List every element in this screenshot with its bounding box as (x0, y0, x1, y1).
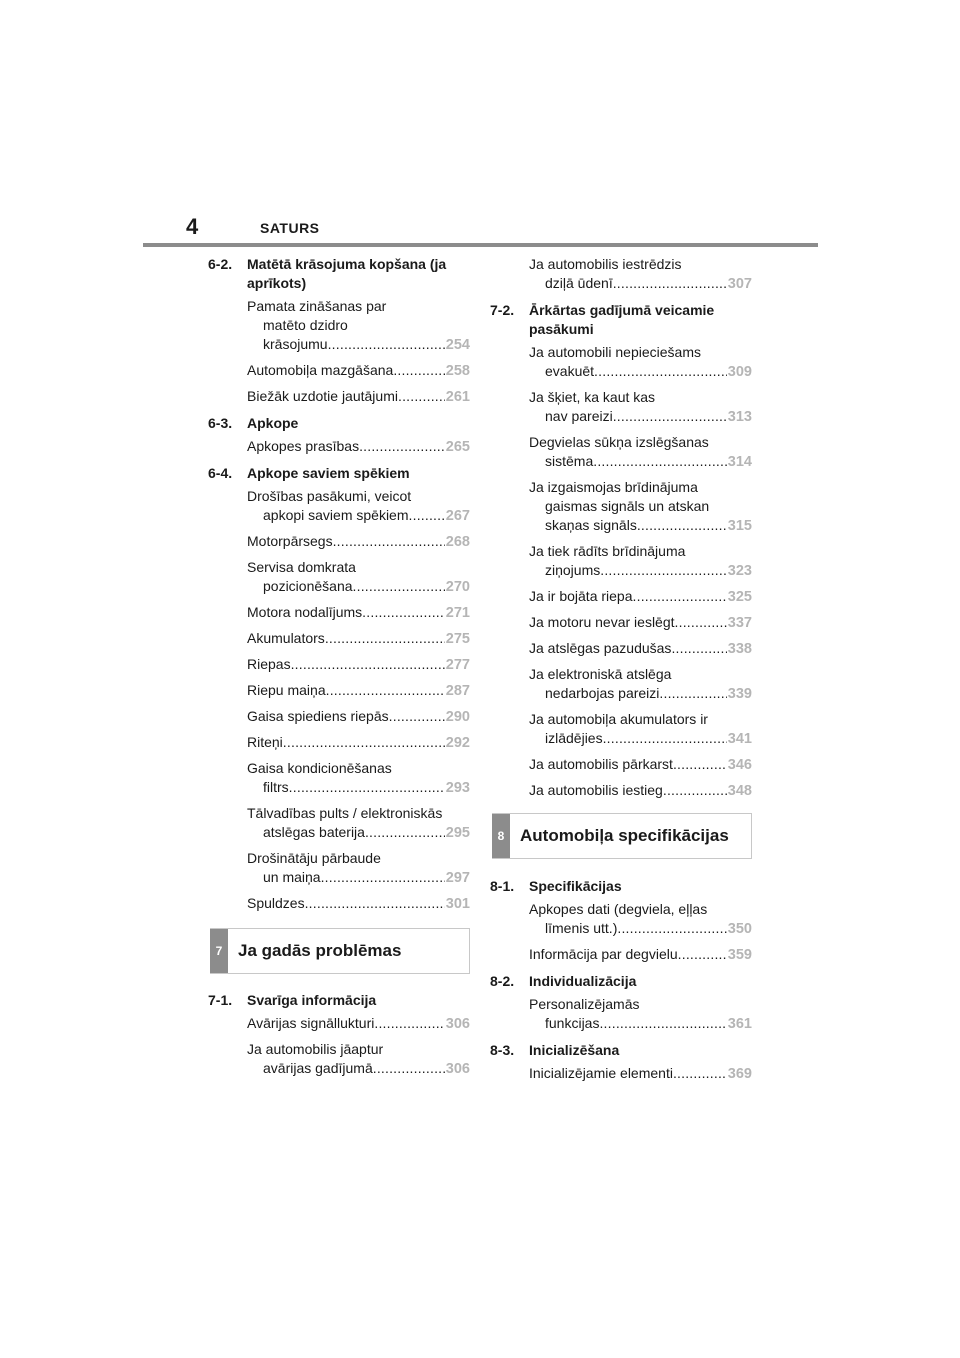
entry-text: Ja motoru nevar ieslēgt (529, 614, 675, 630)
toc-entry[interactable] (529, 639, 752, 659)
section-title[interactable]: Svarīga informācija (247, 992, 377, 1008)
entry-text: Ja tiek rādīts brīdinājuma (529, 543, 686, 559)
page-link[interactable]: 271 (445, 605, 470, 621)
page-link[interactable]: 309 (727, 364, 752, 380)
toc-entry[interactable] (529, 781, 752, 801)
leader-dots (289, 778, 445, 797)
entry-text: Ja automobiļa akumulators ir (529, 711, 708, 727)
toc-left-column (208, 255, 470, 1079)
leader-dots (333, 532, 445, 551)
entry-text: matēto dzidro (263, 317, 348, 333)
page-link[interactable]: 350 (727, 921, 752, 937)
entry-text: Ja automobilis iestieg (529, 782, 663, 798)
entry-text: izlādējies (545, 730, 603, 746)
leader-dots (593, 452, 727, 471)
header-rule (143, 243, 818, 247)
entry-text: Ja elektroniskā atslēga (529, 666, 672, 682)
section-number: 7-2. (490, 302, 515, 318)
leader-dots (409, 506, 445, 525)
page-link[interactable]: 268 (445, 534, 470, 550)
leader-dots (673, 1064, 727, 1083)
toc-entry[interactable] (529, 995, 752, 1034)
entry-text: Ja atslēgas pazudušas (529, 640, 672, 656)
running-title: SATURS (260, 220, 320, 236)
toc-entry[interactable] (247, 532, 470, 552)
leader-dots (283, 733, 445, 752)
page-link[interactable]: 323 (727, 563, 752, 579)
leader-dots (671, 639, 726, 658)
section-title[interactable]: Ārkārtas gadījumā veicamie pasākumi (529, 302, 715, 337)
leader-dots (393, 361, 444, 380)
section-number: 7-1. (208, 992, 233, 1008)
page-link[interactable]: 314 (727, 454, 752, 470)
entry-text: gaismas signāls un atskan (545, 498, 710, 514)
toc-entry[interactable] (247, 655, 470, 675)
toc-entry[interactable] (529, 1064, 752, 1084)
entry-text: Akumulators (247, 630, 325, 646)
toc-entry[interactable] (247, 681, 470, 701)
leader-dots (613, 407, 727, 426)
leader-dots (594, 362, 727, 381)
leader-dots (362, 603, 445, 622)
leader-dots (675, 613, 727, 632)
page-link[interactable]: 301 (445, 896, 470, 912)
page-link[interactable]: 277 (445, 657, 470, 673)
toc-entry[interactable] (529, 755, 752, 775)
page-link[interactable]: 341 (727, 731, 752, 747)
page-link[interactable]: 325 (727, 589, 752, 605)
entry-text: Automobiļa mazgāšana (247, 362, 394, 378)
leader-dots (373, 1059, 445, 1078)
entry-text: Ja automobilis pārkarst (529, 756, 673, 772)
section-number: 8-2. (490, 973, 515, 989)
entry-text: Informācija par degvielu (529, 946, 678, 962)
page-link[interactable]: 254 (445, 337, 470, 353)
chapter-title: Automobiļa specifikācijas (520, 826, 729, 845)
entry-text: Ja automobilis iestrēdzis (529, 256, 682, 272)
page-link[interactable]: 265 (445, 439, 470, 455)
page-link[interactable]: 290 (445, 709, 470, 725)
toc-entry[interactable] (529, 478, 752, 536)
toc-entry[interactable] (247, 558, 470, 597)
section-number: 8-1. (490, 878, 515, 894)
section-title[interactable]: Apkope (247, 415, 299, 431)
page-link[interactable]: 295 (445, 825, 470, 841)
section-6-2 (208, 255, 470, 293)
leader-dots (398, 387, 445, 406)
toc-entry[interactable] (247, 733, 470, 753)
page-link[interactable]: 258 (445, 363, 470, 379)
entry-text: pozicionēšana (263, 578, 353, 594)
toc-entry[interactable] (529, 945, 752, 965)
entry-text: Tālvadības pults / elektroniskās (247, 805, 443, 821)
page-number: 4 (186, 214, 199, 239)
toc-entry[interactable] (529, 255, 752, 294)
page-link[interactable]: 287 (445, 683, 470, 699)
page-link[interactable]: 307 (727, 276, 752, 292)
section-number: 8-3. (490, 1042, 515, 1058)
entry-text: un maiņa (263, 869, 321, 885)
toc-entry[interactable] (529, 343, 752, 382)
page-link[interactable]: 348 (727, 783, 752, 799)
toc-entry[interactable] (247, 387, 470, 407)
toc-entry[interactable] (247, 603, 470, 623)
toc-entry[interactable] (247, 629, 470, 649)
leader-dots (613, 274, 727, 293)
page-link[interactable]: 313 (727, 409, 752, 425)
page-link[interactable]: 306 (445, 1061, 470, 1077)
entry-text: Ja šķiet, ka kaut kas (529, 389, 656, 405)
section-number: 6-4. (208, 465, 233, 481)
page-link[interactable]: 275 (445, 631, 470, 647)
toc-entry[interactable] (247, 707, 470, 727)
section-8-1 (490, 877, 752, 896)
leader-dots (599, 1014, 726, 1033)
leader-dots (617, 919, 726, 938)
page-link[interactable]: 315 (727, 518, 752, 534)
toc-entry[interactable] (529, 587, 752, 607)
toc-entry[interactable] (247, 804, 470, 843)
entry-text: Servisa domkrata (247, 559, 356, 575)
entry-text: Spuldzes (247, 895, 305, 911)
entry-text: ziņojums (545, 562, 601, 578)
page-link[interactable]: 261 (445, 389, 470, 405)
leader-dots (305, 894, 445, 913)
entry-text: evakuēt (545, 363, 595, 379)
section-title[interactable]: Specifikācijas (529, 878, 622, 894)
page-link[interactable]: 292 (445, 735, 470, 751)
entry-text: Ja izgaismojas brīdinājuma (529, 479, 698, 495)
toc-entry[interactable] (247, 1040, 470, 1079)
toc-entry[interactable] (529, 542, 752, 581)
section-number: 6-3. (208, 415, 233, 431)
entry-text: Biežāk uzdotie jautājumi (247, 388, 398, 404)
leader-dots (389, 707, 445, 726)
toc-entry[interactable] (247, 849, 470, 888)
entry-text: Degvielas sūkņa izslēgšanas (529, 434, 709, 450)
entry-text: līmenis utt.) (545, 920, 618, 936)
leader-dots (326, 681, 445, 700)
toc-entry[interactable] (529, 665, 752, 704)
section-title[interactable]: Apkope saviem spēkiem (247, 465, 410, 481)
entry-text: nedarbojas pareizi (545, 685, 660, 701)
entry-text: sistēma (545, 453, 594, 469)
page-link[interactable]: 346 (727, 757, 752, 773)
toc-entry[interactable] (247, 437, 470, 457)
toc-entry[interactable] (247, 1014, 470, 1034)
leader-dots (353, 577, 445, 596)
toc-entry[interactable] (529, 710, 752, 749)
leader-dots (359, 437, 445, 456)
chapter-8-header[interactable] (492, 813, 752, 859)
entry-text: Motora nodalījums (247, 604, 363, 620)
leader-dots (325, 629, 445, 648)
entry-text: Ja automobili nepieciešams (529, 344, 701, 360)
entry-text: Inicializējamie elementi (529, 1065, 673, 1081)
page-link[interactable]: 293 (445, 780, 470, 796)
entry-text: Ja ir bojāta riepa (529, 588, 633, 604)
leader-dots (663, 781, 727, 800)
toc-entry[interactable] (529, 900, 752, 939)
page-link[interactable]: 339 (727, 686, 752, 702)
leader-dots (659, 684, 726, 703)
page-link[interactable]: 270 (445, 579, 470, 595)
entry-text: Pamata zināšanas par (247, 298, 387, 314)
entry-text: Motorpārsegs (247, 533, 333, 549)
toc-entry[interactable] (529, 433, 752, 472)
entry-text: Avārijas signāllukturi (247, 1015, 375, 1031)
leader-dots (328, 335, 445, 354)
section-title[interactable]: Inicializēšana (529, 1042, 620, 1058)
toc-right-column (490, 255, 752, 1084)
toc-entry[interactable] (247, 361, 470, 381)
section-6-3 (208, 414, 470, 433)
leader-dots (633, 587, 727, 606)
section-6-4 (208, 464, 470, 483)
section-title[interactable]: Matētā krāsojuma kopšana (ja aprīkots) (247, 256, 447, 291)
toc-entry[interactable] (529, 613, 752, 633)
chapter-title: Ja gadās problēmas (238, 941, 402, 960)
leader-dots (600, 561, 727, 580)
entry-text: Riepas (247, 656, 291, 672)
toc-entry[interactable] (247, 894, 470, 914)
page-link[interactable]: 306 (445, 1016, 470, 1032)
leader-dots (365, 823, 445, 842)
page-link[interactable]: 337 (727, 615, 752, 631)
page-link[interactable]: 369 (727, 1066, 752, 1082)
leader-dots (678, 945, 727, 964)
entry-text: Ja automobilis jāaptur (247, 1041, 384, 1057)
entry-text: krāsojumu (263, 336, 328, 352)
entry-text: nav pareizi (545, 408, 613, 424)
section-title[interactable]: Individualizācija (529, 973, 637, 989)
entry-text: Personalizējamās (529, 996, 640, 1012)
chapter-tab: 8 (492, 814, 510, 858)
page-link[interactable]: 338 (727, 641, 752, 657)
page-link[interactable]: 267 (445, 508, 470, 524)
leader-dots (673, 755, 727, 774)
section-8-3 (490, 1041, 752, 1060)
entry-text: funkcijas (545, 1015, 600, 1031)
entry-text: atslēgas baterija (263, 824, 365, 840)
page-link[interactable]: 359 (727, 947, 752, 963)
entry-text: filtrs (263, 779, 289, 795)
leader-dots (374, 1014, 444, 1033)
entry-text: avārijas gadījumā (263, 1060, 373, 1076)
page-link[interactable]: 361 (727, 1016, 752, 1032)
leader-dots (321, 868, 445, 887)
toc-entry[interactable] (247, 487, 470, 526)
entry-text: skaņas signāls (545, 517, 637, 533)
chapter-tab: 7 (210, 929, 228, 973)
section-8-2 (490, 972, 752, 991)
chapter-7-header[interactable] (210, 928, 470, 974)
entry-text: dziļā ūdenī (545, 275, 613, 291)
section-7-2 (490, 301, 752, 339)
section-7-1 (208, 991, 470, 1010)
section-number: 6-2. (208, 256, 233, 272)
entry-text: Drošības pasākumi, veicot (247, 488, 412, 504)
entry-text: Gaisa spiediens riepās (247, 708, 389, 724)
leader-dots (603, 729, 727, 748)
entry-text: apkopi saviem spēkiem (263, 507, 409, 523)
leader-dots (637, 516, 727, 535)
entry-text: Apkopes prasības (247, 438, 360, 454)
leader-dots (291, 655, 445, 674)
entry-text: Riteņi (247, 734, 283, 750)
entry-text: Drošinātāju pārbaude (247, 850, 381, 866)
entry-text: Riepu maiņa (247, 682, 326, 698)
toc-entry[interactable] (247, 759, 470, 798)
entry-text: Gaisa kondicionēšanas (247, 760, 392, 776)
page-link[interactable]: 297 (445, 870, 470, 886)
entry-text: Apkopes dati (degviela, eļļas (529, 901, 708, 917)
toc-entry[interactable] (529, 388, 752, 427)
toc-entry[interactable] (247, 297, 470, 355)
